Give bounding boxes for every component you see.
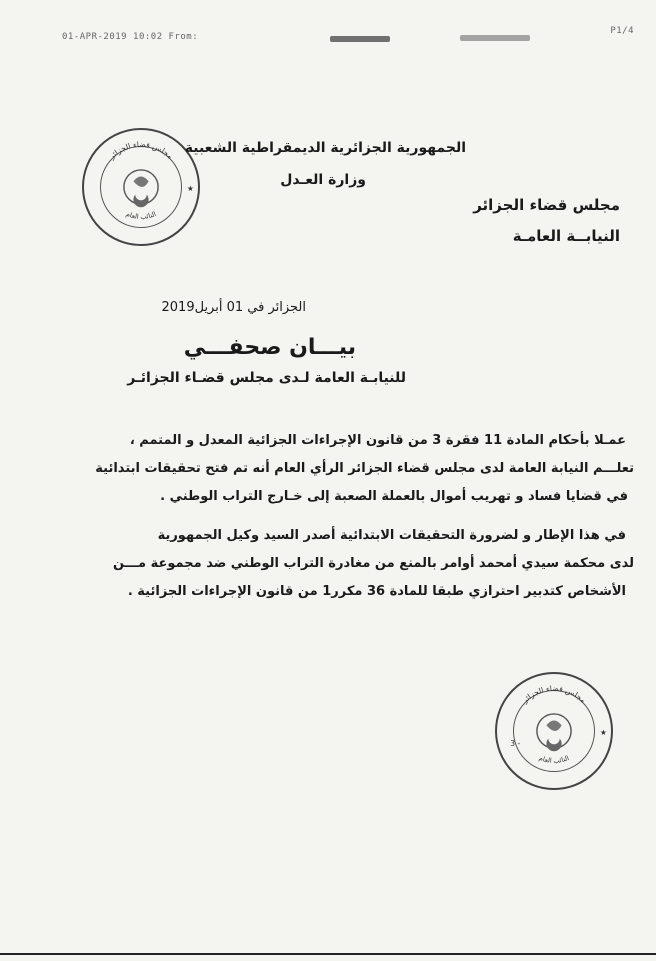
document-title: بيـــان صحفـــي bbox=[183, 335, 356, 360]
svg-text:النائب العام bbox=[538, 754, 570, 765]
council-name: مجلس قضاء الجزائر bbox=[473, 196, 620, 214]
bottom-edge-rule bbox=[0, 953, 656, 955]
seal-bottom-text: النائب العام bbox=[124, 210, 158, 221]
redaction-bar bbox=[460, 35, 530, 41]
fax-header-left: 01-APR-2019 10:02 From: bbox=[62, 32, 199, 42]
seal-top-text: مجلس قضاء الجزائر bbox=[107, 140, 175, 161]
ministry-name: وزارة العـدل bbox=[280, 172, 366, 188]
body-line: الأشخاص كتدبير احترازي طبقا للمادة 36 مكرر1 من قانون الإجراءات الجزائية . bbox=[127, 584, 626, 599]
svg-text:★: ★ bbox=[186, 183, 194, 193]
body-line: لدى محكمة سيدي أمحمد أوامر بالمنع من مغادرة التراب الوطني ضد مجموعة مـــن bbox=[113, 556, 634, 571]
official-seal bbox=[82, 128, 200, 246]
redaction-bar bbox=[330, 36, 390, 42]
seal-top-text: مجلس قضاء الجزائر bbox=[520, 684, 588, 705]
body-line: عمـلا بأحكام المادة 11 فقرة 3 من قانون الإجراءات الجزائية المعدل و المتمم ، bbox=[129, 433, 626, 448]
seal-emblem-icon bbox=[84, 130, 198, 244]
document-subtitle: للنيابـة العامة لـدى مجلس قضـاء الجزائـر bbox=[127, 370, 406, 386]
body-line: تعلـــم النيابة العامة لدى مجلس قضاء الجزائر الرأي العام أنه تم فتح تحقيقات ابتدائية bbox=[95, 461, 634, 476]
body-line: في هذا الإطار و لضرورة التحقيقات الابتدائية أصدر السيد وكيل الجمهورية bbox=[157, 528, 626, 543]
seal-bottom-text: النائب العام bbox=[537, 754, 571, 765]
seal-emblem-icon bbox=[497, 674, 611, 788]
body-line: في قضايا فساد و تهريب أموال بالعملة الصعبة إلى خـارج التراب الوطني . bbox=[160, 489, 628, 504]
signature-seal bbox=[495, 672, 613, 790]
date-line: الجزائر في 01 أبريل2019 bbox=[161, 300, 306, 315]
republic-name: الجمهورية الجزائرية الديمقراطية الشعبية bbox=[184, 140, 466, 156]
svg-text:مجلس قضاء الجزائر bbox=[107, 140, 175, 161]
svg-text:مجلس قضاء الجزائر bbox=[520, 684, 588, 705]
fax-header-right: P1/4 bbox=[610, 26, 634, 36]
svg-text:النائب العام bbox=[125, 210, 157, 221]
prosecution-name: النيابــة العامـة bbox=[512, 227, 620, 245]
seal-number: 3 - bbox=[510, 739, 521, 749]
svg-text:★: ★ bbox=[599, 727, 607, 737]
